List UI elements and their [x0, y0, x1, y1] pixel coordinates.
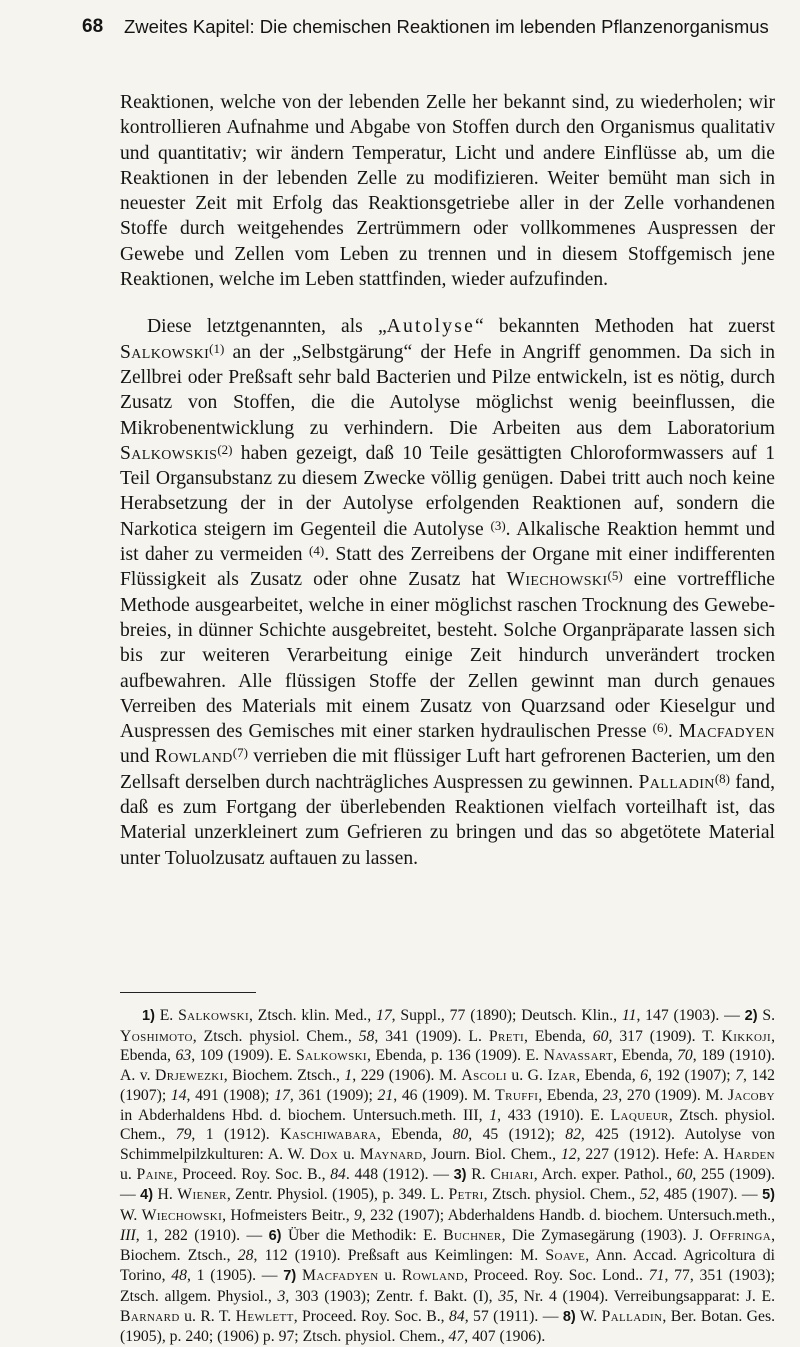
volume-number: 63 [175, 1047, 192, 1065]
author-name: Ascoli [461, 1067, 507, 1085]
text-run: , 189 (1910). A. v. [120, 1047, 776, 1085]
footnotes [120, 1006, 775, 1347]
volume-number: 82 [565, 1126, 581, 1144]
text-run: , 45 (1912); [468, 1126, 566, 1144]
author-name: Wiechowski [506, 569, 608, 591]
text-run: an der „Selbstgärung“ der Hefe in Angriff genommen. Da sich in Zellbrei oder Preßsaft sehr bald Bacterien und Pilze entwickeln, ist es nötig, durch Zusatz von Stoffen, die die Autolyse möglichst wenig beeinflussen, die Mikrobenentwicklung zu verhindern. Die Arbeiten aus dem Laboratorium [120, 341, 775, 439]
volume-number: 14 [170, 1086, 187, 1104]
text-run: , Ebenda, [576, 1067, 641, 1085]
volume-number: 11 [621, 1007, 637, 1024]
text-run: in Abderhaldens Hbd. d. biochem. Untersuch.meth. III, [120, 1106, 490, 1124]
footnote-ref: (8) [714, 770, 730, 786]
text-run: , 109 (1909). E. [191, 1047, 297, 1065]
author-name: Petri [448, 1186, 484, 1204]
footnote-ref: (7) [232, 745, 248, 761]
text-run: , Proceed. Roy. Soc. Lond.. [464, 1267, 649, 1285]
author-name: Palladin [638, 771, 715, 793]
text-run: , Ebenda, [524, 1027, 593, 1045]
main-text [120, 90, 775, 871]
text-run: u. [120, 1165, 137, 1183]
author-name: Buchner [443, 1226, 502, 1244]
text-run: R. [466, 1165, 491, 1183]
author-name: Salkowskis [120, 442, 218, 464]
author-name: Preti [488, 1027, 525, 1045]
author-name: Laqueur [610, 1106, 669, 1124]
volume-number: 47 [448, 1328, 465, 1346]
volume-number: 9 [354, 1207, 362, 1225]
text-run: , Ebenda, [613, 1047, 678, 1065]
footnote-ref: (5) [607, 568, 623, 584]
text-run: , 232 (1907); Abderhaldens Handb. d. biochem. Untersuch.meth., [361, 1207, 776, 1225]
text-run: “ bekannten Methoden hat zuerst [475, 316, 775, 338]
text-run: , Ebenda, [538, 1086, 603, 1104]
author-name: Jacoby [727, 1086, 775, 1104]
author-name: Paine [136, 1165, 174, 1183]
text-run: , 491 (1908); [186, 1086, 275, 1104]
footnote-ref: (3) [490, 517, 506, 533]
author-name: Navassart [543, 1047, 614, 1065]
footnote-divider [120, 992, 256, 993]
author-name: Drjewezki [155, 1067, 224, 1085]
text-run: , 227 (1912). Hefe: A. [576, 1145, 724, 1163]
text-run: , 112 (1910). Preßsaft aus Keimlingen: M. [253, 1247, 546, 1265]
text-run: , Ebenda, [376, 1126, 453, 1144]
text-run: , 341 (1909). L. [374, 1027, 489, 1045]
volume-number: 23 [602, 1086, 619, 1104]
author-name: Yoshimoto [120, 1027, 193, 1045]
volume-number: III [120, 1226, 136, 1244]
author-name: Izar [547, 1067, 577, 1085]
author-name: Wiechowski [141, 1207, 223, 1225]
text-run: u. [378, 1267, 402, 1285]
author-name: Salkowski [296, 1047, 367, 1065]
text-run: , 229 (1906). M. [352, 1067, 462, 1085]
text-run: , 142 (1907); [120, 1067, 775, 1104]
author-name: Salkowski [178, 1007, 250, 1024]
author-name: Macfadyen [678, 721, 775, 743]
footnote-number: 7) [283, 1268, 297, 1285]
volume-number: 1 [344, 1067, 353, 1085]
footnote-ref: (4) [309, 543, 325, 559]
footnote-number: 8) [562, 1308, 576, 1325]
footnote-ref: (1) [209, 340, 225, 356]
author-name: Macfadyen [301, 1267, 379, 1285]
volume-number: 6 [640, 1067, 649, 1085]
text-run: , 270 (1909). M. [618, 1086, 728, 1104]
footnote-number: 6) [268, 1227, 282, 1244]
chapter-title: Zweites Kapitel: Die chemischen Reaktionen im lebenden Pflanzenorganismus [124, 16, 769, 37]
paragraph-1: Reaktionen, welche von der lebenden Zelle her bekannt sind, zu wiederholen; wir kontrollieren Aufnahme und Abgabe von Stoffen durch den Organismus qualitativ und quantitativ; wir ändern Temperatur, Licht und andere Einflüsse ab, um die Reaktionen in der lebenden Zelle zu modifizieren. Weiter bemüht man sich in neuester Zeit mit Erfolg das Reaktionsgetriebe aller in der Zelle vorhandenen Stoffe durch weitgehendes Zertrümmern oder vollkommenes Auspressen der Gewebe und Zellen vom Leben zu trennen und in diesem Stoffgemisch jene Reaktionen, welche im Leben stattfinden, wieder aufzufinden. [120, 92, 775, 291]
text-run: , Arch. exper. Pathol., [533, 1165, 677, 1183]
author-name: Wiener [177, 1186, 227, 1204]
volume-number: 79 [175, 1126, 192, 1144]
text-run: Diese letztgenannten, als „ [147, 316, 387, 338]
text-run: , Suppl., 77 (1890); Deutsch. Klin., [391, 1007, 622, 1024]
text-run: , Biochem. Ztsch., [223, 1067, 345, 1085]
text-run: , 1, 282 (1910). — [135, 1226, 269, 1244]
footnote-number: 1) [142, 1008, 155, 1024]
text-run: , Zentr. Physiol. (1905), p. 349. L. [226, 1186, 449, 1204]
author-name: Kikkoji [721, 1027, 772, 1045]
text-run: , 192 (1907); [648, 1067, 736, 1085]
text-run: , 317 (1909). T. [608, 1027, 722, 1045]
text-run: E. [154, 1007, 179, 1024]
text-run: , 255 (1909). — [120, 1165, 776, 1204]
text-run: , Proceed. Roy. Soc. B., [293, 1307, 449, 1325]
text-run: u. R. T. [179, 1307, 236, 1325]
text-run: S. [757, 1007, 776, 1024]
footnote-number: 3) [453, 1166, 467, 1183]
volume-number: 3 [277, 1287, 286, 1305]
text-run: . Statt des Zerreibens der Organe mit einer indifferenten Flüssigkeit als Zusatz oder ohne Zusatz hat [120, 544, 775, 591]
text-run: , Ber. Botan. Ges. (1905), p. 240; (1906) p. 97; Ztsch. physiol. Chem., [120, 1307, 775, 1346]
volume-number: 80 [452, 1126, 469, 1144]
author-name: Salkowski [120, 341, 210, 363]
text-run: , 361 (1909); [289, 1086, 378, 1104]
text-run: , 485 (1907). — [655, 1186, 763, 1204]
text-run: Über die Methodik: E. [281, 1226, 444, 1244]
volume-number: 48 [171, 1267, 187, 1285]
text-run: , 303 (1903); Zentr. f. Bakt. (I), [285, 1287, 499, 1305]
volume-number: 70 [677, 1047, 693, 1065]
text-run: . Alkalische Reaktion hemmt und ist daher zu vermeiden [120, 518, 775, 566]
text-run: , 407 (1906). [464, 1328, 546, 1346]
volume-number: 7 [735, 1067, 744, 1085]
text-run: , Proceed. Roy. Soc. B., [173, 1165, 331, 1183]
running-header [82, 12, 769, 44]
author-name: Palladin [601, 1307, 663, 1325]
text-run: und [120, 746, 155, 768]
text-run: , 57 (1911). — [464, 1307, 563, 1325]
text-run: . 448 (1912). — [345, 1165, 454, 1183]
volume-number: 28 [237, 1247, 254, 1265]
volume-number: 21 [377, 1086, 394, 1104]
volume-number: 1 [489, 1106, 498, 1124]
text-run: H. [153, 1186, 178, 1204]
volume-number: 71 [648, 1267, 665, 1285]
text-run: , Ann. Accad. Agricoltura di Torino, [120, 1247, 775, 1285]
author-name: Barnard [120, 1307, 180, 1325]
text-run: , 433 (1910). E. [497, 1106, 611, 1124]
author-name: Rowland [154, 746, 233, 768]
author-name: Rowland [401, 1267, 465, 1285]
text-run: , Biochem. Ztsch., [120, 1226, 775, 1265]
author-name: Truffi [495, 1086, 539, 1104]
volume-number: 58 [358, 1027, 375, 1045]
text-run: haben gezeigt, daß 10 Teile gesättigten Chloroformwassers auf 1 Teil Organsubstanz zu diesem Zwecke völlig genügen. Dabei tritt auch noch keine Herabsetzung der in der Autolyse erfolgenden Reaktionen auf, sondern die Narkotica steigern im Gegenteil die Autolyse [120, 442, 775, 540]
text-run: , Ztsch. physiol. Chem., [483, 1186, 640, 1204]
text-run: , Nr. 4 (1904). Verreibungsapparat: J. E. [514, 1287, 776, 1305]
text-run: , Die Zymasegärung (1903). J. [501, 1226, 710, 1244]
text-run: u. G. [506, 1067, 548, 1085]
author-name: Soave [545, 1247, 586, 1265]
text-run: , Journ. Biol. Chem., [422, 1145, 561, 1163]
footnote-ref: (2) [217, 441, 233, 457]
volume-number: 17 [274, 1086, 290, 1104]
spaced-term: Autolyse [386, 316, 476, 338]
text-run: , Ebenda, [120, 1027, 775, 1065]
text-run: , Ztsch. physiol. Chem., [120, 1106, 775, 1144]
text-run: fand, daß es zum Fortgang der überlebenden Reaktionen vielfach vorteilhaft ist, das Material unzerkleinert zum Gefrieren zu bringen und das so abgetötete Material unter Toluolzusatz auftauen zu lassen. [120, 771, 775, 869]
text-run: , 425 (1912). Autolyse von Schimmelpilzkulturen: A. W. [120, 1126, 775, 1163]
volume-number: 60 [592, 1027, 609, 1045]
volume-number: 12 [560, 1145, 577, 1163]
text-run: , Ebenda, p. 136 (1909). E. [367, 1047, 544, 1065]
text-run: , Ztsch. physiol. Chem., [192, 1027, 359, 1045]
text-run: verrieben die mit flüssiger Luft hart gefrorenen Bacterien, um den Zellsaft derselben durch nachträgliches Auspressen zu gewinnen. [120, 746, 776, 793]
text-run: u. [338, 1145, 360, 1163]
text-run: , 77, 351 (1903); Ztsch. allgem. Physiol., [120, 1267, 776, 1305]
footnote-block [120, 1006, 775, 1347]
footnote-number: 5) [762, 1187, 775, 1204]
author-name: Kaschiwabara [280, 1126, 377, 1144]
text-run: W. [575, 1307, 602, 1325]
footnote-number: 2) [744, 1008, 758, 1024]
footnote-ref: (6) [652, 720, 668, 736]
text-run: , 46 (1909). M. [393, 1086, 496, 1104]
volume-number: 60 [676, 1165, 693, 1183]
text-run: , Ztsch. klin. Med., [249, 1007, 376, 1024]
author-name: Hewlett [235, 1307, 294, 1325]
volume-number: 84 [330, 1165, 346, 1183]
text-run: W. [120, 1207, 142, 1225]
volume-number: 35 [498, 1287, 514, 1305]
volume-number: 52 [639, 1186, 656, 1204]
volume-number: 84 [449, 1307, 465, 1325]
paragraph-2 [120, 314, 775, 871]
footnote-number: 4) [140, 1187, 154, 1204]
author-name: Maynard [359, 1145, 423, 1163]
volume-number: 17 [375, 1007, 392, 1024]
page-number: 68 [82, 16, 104, 37]
text-run: , 1 (1912). [191, 1126, 281, 1144]
author-name: Dox [309, 1145, 339, 1163]
author-name: Chiari [490, 1165, 534, 1183]
text-run: , Hofmeisters Beitr., [222, 1207, 355, 1225]
text-run: eine vortreffliche Methode ausgearbeitet, welche in einer möglichst raschen Trocknung des Gewebebreies, in dünner Schichte ausgebreitet, besteht. Solche Organpräparate lassen sich bis zur weiteren Verarbeitung einige Zeit hindurch unverändert trocken aufbewahren. Alle flüssigen Stoffe der Zellen gewinnt man durch genaues Verreiben des Materials mit einem Zusatz von Quarzsand oder Kieselgur und Auspressen des Gemisches mit einer starken hydraulischen Presse [120, 569, 775, 743]
text-run: , 147 (1903). — [636, 1007, 745, 1024]
text-run: . [667, 721, 679, 743]
text-run: , 1 (1905). — [186, 1267, 284, 1285]
author-name: Harden [723, 1145, 776, 1163]
author-name: Offringa [709, 1226, 772, 1244]
